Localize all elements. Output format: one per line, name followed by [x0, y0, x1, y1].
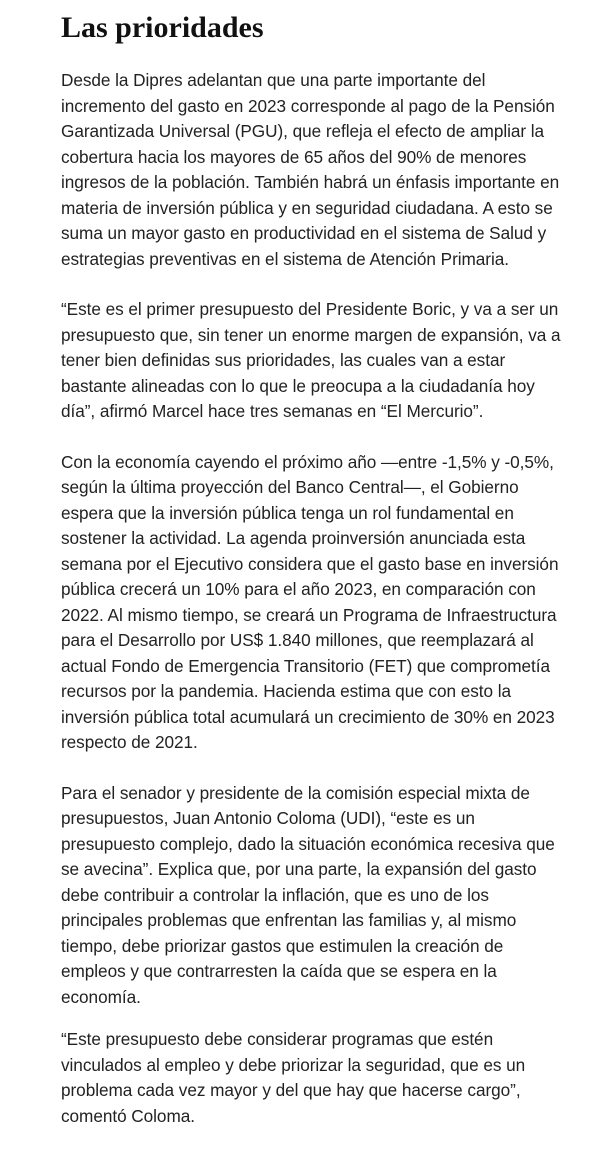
paragraph-dipres: Desde la Dipres adelantan que una parte importante del incremento del gasto en 2023 corresponde al pago de la Pensión Garantizada Universal (PGU), que refleja el efecto de ampliar la cobertura hacia los mayores de 65 años del 90% de menores ingresos de la población. También habrá un énfasis importante en materia de inversión pública y en seguridad ciudadana. A esto se suma un mayor gasto en productividad en el sistema de Salud y estrategias preventivas en el sistema de Atención Primaria.: [61, 70, 560, 269]
section-heading: Las prioridades: [61, 11, 264, 44]
article-section: [61, 8, 561, 1154]
paragraph-economy: Con la economía cayendo el próximo año —entre -1,5% y -0,5%, según la última proyección del Banco Central—, el Gobierno espera que la inversión pública tenga un rol fundamental en sostener la actividad. La agenda proinversión anunciada esta semana por el Ejecutivo considera que el gasto base en inversión pública crecerá un 10% para el año 2023, en comparación con 2022. Al mismo tiempo, se creará un Programa de Infraestructura para el Desarrollo por US$ 1.840 millones, que reemplazará al actual Fondo de Emergencia Transitorio (FET) que comprometía recursos por la pandemia. Hacienda estima que con esto la inversión pública total acumulará un crecimiento de 30% en 2023 respecto de 2021.: [61, 451, 559, 752]
paragraph-marcel-quote: “Este es el primer presupuesto del Presidente Boric, y va a ser un presupuesto que, sin tener un enorme margen de expansión, va a tener bien definidas sus prioridades, las cuales van a estar bastante alineadas con lo que le preocupa a la ciudadanía hoy día”, afirmó Marcel hace tres semanas en “El Mercurio”.: [61, 299, 561, 421]
paragraph-coloma: Para el senador y presidente de la comisión especial mixta de presupuestos, Juan Antonio Coloma (UDI), “este es un presupuesto complejo, dado la situación económica recesiva que se avecina”. Explica que, por una parte, la expansión del gasto debe contribuir a controlar la inflación, que es uno de los principales problemas que enfrentan las familias y, al mismo tiempo, debe priorizar gastos que estimulen la creación de empleos y que contrarresten la caída que se espera en la economía.: [61, 782, 555, 1007]
paragraph-coloma-quote: “Este presupuesto debe considerar programas que estén vinculados al empleo y debe priorizar la seguridad, que es un problema cada vez mayor y del que hay que hacerse cargo”, comentó Coloma.: [61, 1029, 526, 1126]
